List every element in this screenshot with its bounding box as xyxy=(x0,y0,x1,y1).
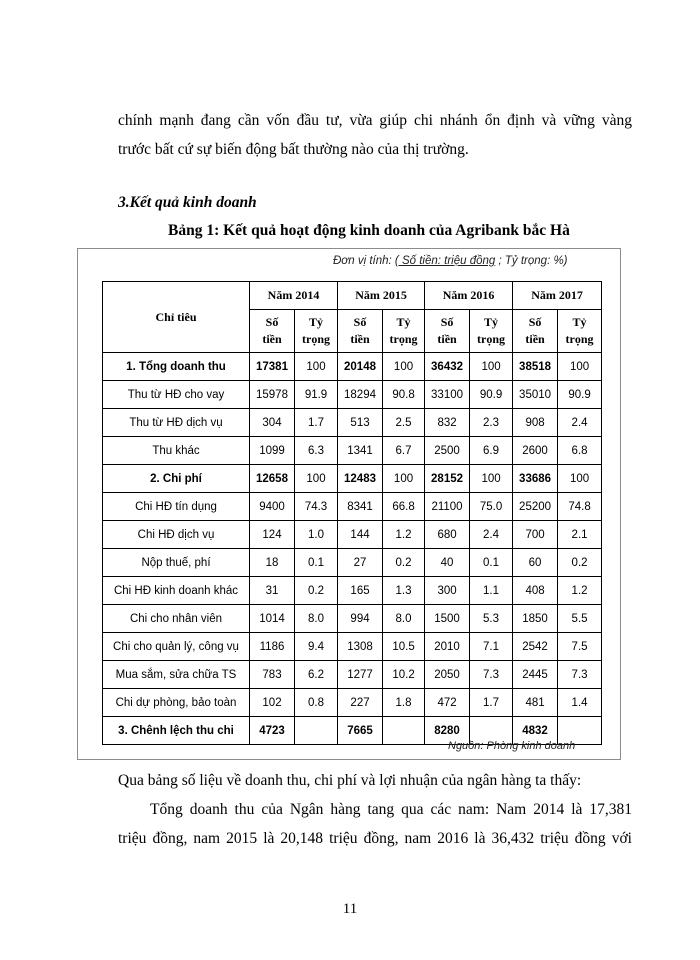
table-row xyxy=(103,521,602,549)
amount-cell: 1500 xyxy=(425,605,470,633)
share-subheader xyxy=(295,310,338,353)
amount-cell: 7665 xyxy=(338,717,383,745)
row-label: 3. Chênh lệch thu chi xyxy=(103,717,250,745)
share-cell: 2.4 xyxy=(558,409,602,437)
table-row xyxy=(103,409,602,437)
amount-cell: 35010 xyxy=(513,381,558,409)
share-cell: 7.3 xyxy=(558,661,602,689)
share-cell: 9.4 xyxy=(295,633,338,661)
amount-cell: 165 xyxy=(338,577,383,605)
share-cell xyxy=(295,717,338,745)
amount-cell: 2500 xyxy=(425,437,470,465)
amount-subheader-line-1: Số xyxy=(265,315,279,329)
share-cell: 1.8 xyxy=(383,689,425,717)
table-row xyxy=(103,381,602,409)
amount-cell: 12483 xyxy=(338,465,383,493)
unit-note-underlined: ( Số tiền: triệu đồng xyxy=(394,255,496,267)
share-cell: 7.1 xyxy=(470,633,513,661)
share-cell: 10.2 xyxy=(383,661,425,689)
amount-subheader-line-1: Số xyxy=(353,315,367,329)
share-cell: 1.1 xyxy=(470,577,513,605)
row-label: Chi HĐ kinh doanh khác xyxy=(103,577,250,605)
share-cell: 7.5 xyxy=(558,633,602,661)
intro-line-2: trước bất cứ sự biến động bất thường nào của thị trường. xyxy=(118,141,469,158)
share-cell: 91.9 xyxy=(295,381,338,409)
share-cell: 90.9 xyxy=(558,381,602,409)
share-subheader-line-1: Tỷ xyxy=(396,315,411,329)
unit-note-prefix: Đơn vị tính: xyxy=(333,255,395,267)
share-cell: 100 xyxy=(470,465,513,493)
amount-cell: 227 xyxy=(338,689,383,717)
amount-subheader-line-2: tiền xyxy=(262,332,282,346)
share-subheader-line-2: trọng xyxy=(565,332,594,346)
body-line-1: Qua bảng số liệu về doanh thu, chi phí và lợi nhuận của ngân hàng ta thấy: xyxy=(118,772,582,789)
amount-cell: 40 xyxy=(425,549,470,577)
body-line-3: triệu đồng, nam 2015 là 20,148 triệu đồng, nam 2016 là 36,432 triệu đồng với xyxy=(118,830,632,847)
amount-cell: 8341 xyxy=(338,493,383,521)
amount-cell: 2050 xyxy=(425,661,470,689)
share-cell: 1.0 xyxy=(295,521,338,549)
amount-cell: 144 xyxy=(338,521,383,549)
indicator-header: Chỉ tiêu xyxy=(103,282,250,353)
share-cell: 1.7 xyxy=(470,689,513,717)
share-cell: 74.8 xyxy=(558,493,602,521)
amount-cell: 680 xyxy=(425,521,470,549)
share-cell: 0.8 xyxy=(295,689,338,717)
share-cell: 1.7 xyxy=(295,409,338,437)
row-label: Chi dự phòng, bảo toàn xyxy=(103,689,250,717)
share-cell: 8.0 xyxy=(383,605,425,633)
share-cell: 1.2 xyxy=(383,521,425,549)
year-header-2016: Năm 2016 xyxy=(425,282,513,310)
amount-cell: 15978 xyxy=(250,381,295,409)
amount-cell: 408 xyxy=(513,577,558,605)
table-row xyxy=(103,577,602,605)
share-cell: 100 xyxy=(295,353,338,381)
amount-subheader-line-1: Số xyxy=(528,315,542,329)
amount-cell: 1341 xyxy=(338,437,383,465)
row-label: 1. Tổng doanh thu xyxy=(103,353,250,381)
row-label: Nộp thuế, phí xyxy=(103,549,250,577)
amount-cell: 513 xyxy=(338,409,383,437)
share-subheader xyxy=(383,310,425,353)
share-cell: 0.2 xyxy=(383,549,425,577)
year-header-2015: Năm 2015 xyxy=(338,282,425,310)
table-row xyxy=(103,493,602,521)
amount-subheader-line-1: Số xyxy=(440,315,454,329)
intro-line-1: chính mạnh đang cần vốn đầu tư, vừa giúp chi nhánh ổn định và vững vàng xyxy=(118,112,632,129)
page-number: 11 xyxy=(342,901,358,917)
share-cell: 100 xyxy=(383,465,425,493)
row-label: 2. Chi phí xyxy=(103,465,250,493)
share-cell: 1.4 xyxy=(558,689,602,717)
amount-cell: 994 xyxy=(338,605,383,633)
share-cell: 66.8 xyxy=(383,493,425,521)
share-cell: 0.2 xyxy=(558,549,602,577)
share-cell xyxy=(383,717,425,745)
share-cell: 2.4 xyxy=(470,521,513,549)
row-label: Chi HĐ tín dụng xyxy=(103,493,250,521)
share-cell: 5.5 xyxy=(558,605,602,633)
amount-cell: 304 xyxy=(250,409,295,437)
amount-cell: 300 xyxy=(425,577,470,605)
share-cell: 6.3 xyxy=(295,437,338,465)
share-subheader-line-2: trọng xyxy=(302,332,330,346)
row-label: Thu từ HĐ cho vay xyxy=(103,381,250,409)
amount-subheader xyxy=(513,310,558,353)
row-label: Thu từ HĐ dịch vụ xyxy=(103,409,250,437)
table-row xyxy=(103,465,602,493)
table-row xyxy=(103,661,602,689)
amount-cell: 1186 xyxy=(250,633,295,661)
amount-cell: 783 xyxy=(250,661,295,689)
share-subheader-line-1: Tỷ xyxy=(484,315,499,329)
amount-cell: 38518 xyxy=(513,353,558,381)
amount-cell: 27 xyxy=(338,549,383,577)
amount-cell: 18294 xyxy=(338,381,383,409)
year-header-row xyxy=(103,282,602,310)
table-row xyxy=(103,437,602,465)
amount-cell: 1277 xyxy=(338,661,383,689)
amount-cell: 21100 xyxy=(425,493,470,521)
year-header-2017: Năm 2017 xyxy=(513,282,602,310)
table-caption: Bảng 1: Kết quả hoạt động kinh doanh của Agribank bắc Hà xyxy=(168,222,570,239)
share-cell: 90.9 xyxy=(470,381,513,409)
amount-cell: 832 xyxy=(425,409,470,437)
share-cell: 0.1 xyxy=(470,549,513,577)
share-cell: 100 xyxy=(383,353,425,381)
amount-cell: 2600 xyxy=(513,437,558,465)
share-cell: 90.8 xyxy=(383,381,425,409)
amount-cell: 33100 xyxy=(425,381,470,409)
row-label: Mua sắm, sửa chữa TS xyxy=(103,661,250,689)
table-row xyxy=(103,689,602,717)
share-cell: 6.9 xyxy=(470,437,513,465)
row-label: Chi cho quản lý, công vụ xyxy=(103,633,250,661)
row-label: Chi HĐ dịch vụ xyxy=(103,521,250,549)
amount-cell: 1099 xyxy=(250,437,295,465)
amount-subheader-line-2: tiền xyxy=(525,332,545,346)
amount-cell: 8280 xyxy=(425,717,470,745)
amount-cell: 36432 xyxy=(425,353,470,381)
amount-cell: 1308 xyxy=(338,633,383,661)
share-cell: 0.1 xyxy=(295,549,338,577)
amount-cell: 4723 xyxy=(250,717,295,745)
source-note: Nguồn: Phòng kinh doanh xyxy=(448,740,576,752)
amount-cell: 12658 xyxy=(250,465,295,493)
share-cell: 100 xyxy=(558,465,602,493)
amount-cell: 25200 xyxy=(513,493,558,521)
unit-note xyxy=(333,255,568,267)
amount-cell: 1850 xyxy=(513,605,558,633)
amount-cell: 18 xyxy=(250,549,295,577)
amount-cell: 481 xyxy=(513,689,558,717)
share-cell: 75.0 xyxy=(470,493,513,521)
amount-cell: 2445 xyxy=(513,661,558,689)
section-heading: 3.Kết quả kinh doanh xyxy=(118,194,257,211)
amount-cell: 2542 xyxy=(513,633,558,661)
share-subheader xyxy=(558,310,602,353)
amount-subheader xyxy=(425,310,470,353)
row-label: Chi cho nhân viên xyxy=(103,605,250,633)
amount-subheader-line-2: tiền xyxy=(350,332,370,346)
amount-cell: 28152 xyxy=(425,465,470,493)
share-cell: 8.0 xyxy=(295,605,338,633)
amount-subheader xyxy=(250,310,295,353)
business-results-table xyxy=(102,281,602,745)
amount-cell: 31 xyxy=(250,577,295,605)
share-cell: 6.7 xyxy=(383,437,425,465)
amount-cell: 102 xyxy=(250,689,295,717)
share-cell: 2.3 xyxy=(470,409,513,437)
amount-cell: 9400 xyxy=(250,493,295,521)
share-cell: 100 xyxy=(558,353,602,381)
year-header-2014: Năm 2014 xyxy=(250,282,338,310)
amount-cell: 20148 xyxy=(338,353,383,381)
amount-subheader-line-2: tiền xyxy=(437,332,457,346)
table-row xyxy=(103,353,602,381)
share-subheader-line-2: trọng xyxy=(477,332,506,346)
amount-cell: 700 xyxy=(513,521,558,549)
amount-cell: 472 xyxy=(425,689,470,717)
amount-cell: 908 xyxy=(513,409,558,437)
amount-cell: 17381 xyxy=(250,353,295,381)
amount-cell: 1014 xyxy=(250,605,295,633)
table-body xyxy=(103,353,602,745)
share-cell: 10.5 xyxy=(383,633,425,661)
share-cell: 74.3 xyxy=(295,493,338,521)
share-cell: 7.3 xyxy=(470,661,513,689)
table-row xyxy=(103,605,602,633)
body-line-2: Tổng doanh thu của Ngân hàng tang qua các nam: Nam 2014 là 17,381 xyxy=(150,801,632,818)
share-cell: 0.2 xyxy=(295,577,338,605)
table-row xyxy=(103,549,602,577)
amount-cell: 4832 xyxy=(513,717,558,745)
share-cell: 2.5 xyxy=(383,409,425,437)
share-cell: 2.1 xyxy=(558,521,602,549)
row-label: Thu khác xyxy=(103,437,250,465)
amount-cell: 2010 xyxy=(425,633,470,661)
share-subheader xyxy=(470,310,513,353)
share-cell: 100 xyxy=(295,465,338,493)
amount-cell: 33686 xyxy=(513,465,558,493)
amount-cell: 124 xyxy=(250,521,295,549)
amount-cell: 60 xyxy=(513,549,558,577)
share-cell: 5.3 xyxy=(470,605,513,633)
table-row xyxy=(103,633,602,661)
unit-note-suffix: ; Tỷ trọng: %) xyxy=(495,255,568,267)
share-subheader-line-2: trọng xyxy=(389,332,418,346)
share-subheader-line-1: Tỷ xyxy=(309,315,324,329)
share-cell: 1.2 xyxy=(558,577,602,605)
amount-subheader xyxy=(338,310,383,353)
share-cell: 6.2 xyxy=(295,661,338,689)
share-subheader-line-1: Tỷ xyxy=(572,315,587,329)
share-cell: 1.3 xyxy=(383,577,425,605)
share-cell: 100 xyxy=(470,353,513,381)
share-cell: 6.8 xyxy=(558,437,602,465)
